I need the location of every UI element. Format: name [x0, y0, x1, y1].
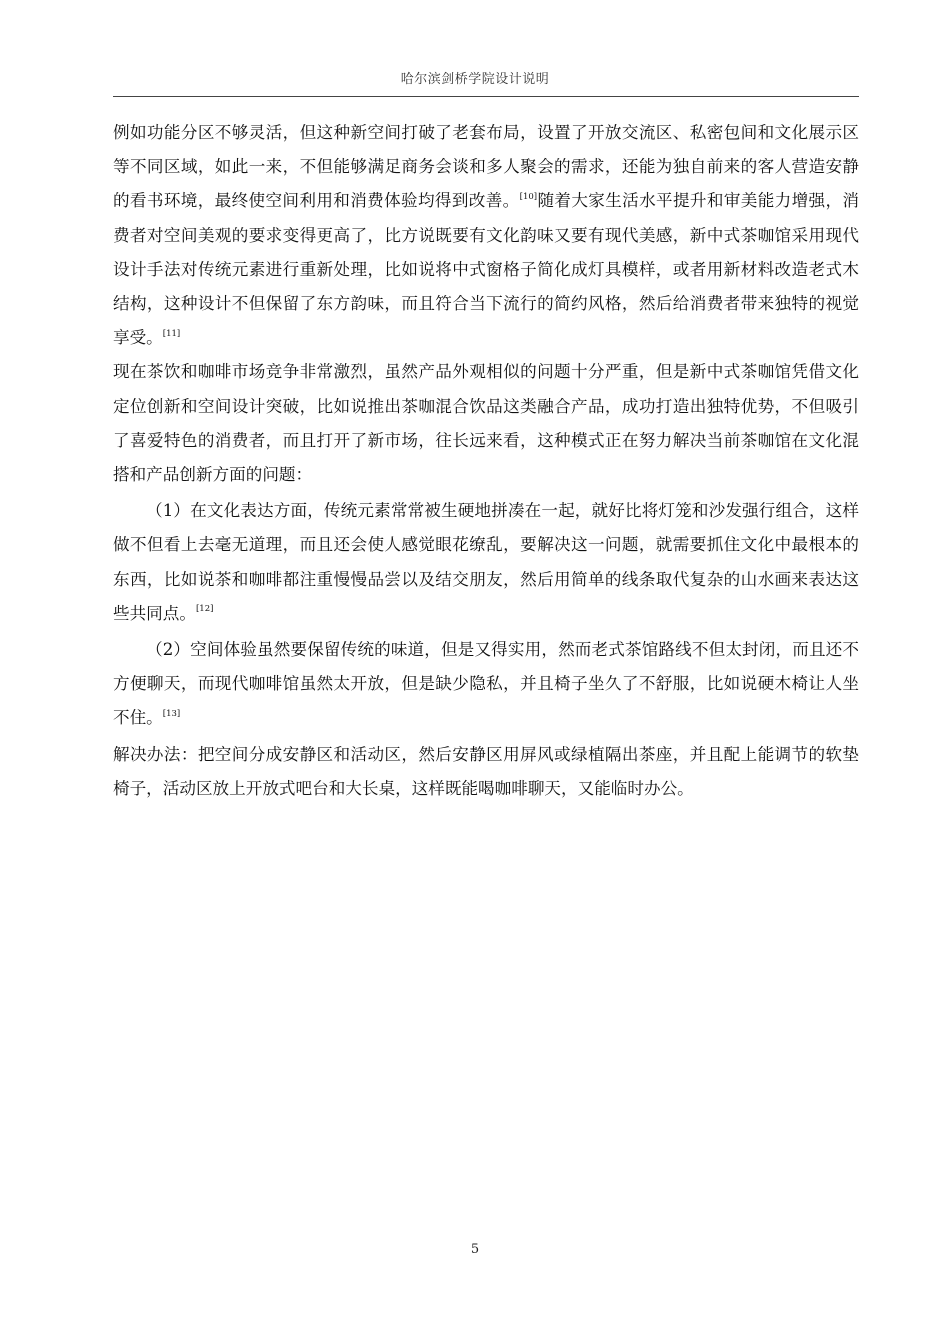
citation-11: [11]	[162, 328, 181, 339]
page-header-title: 哈尔滨剑桥学院设计说明	[400, 72, 550, 87]
citation-13: [13]	[162, 708, 181, 719]
paragraph-5-text: 解决办法：把空间分成安静区和活动区，然后安静区用屏风或绿植隔出茶座，并且配上能调节的软垫椅子，活动区放上开放式吧台和大长桌，这样既能喝咖啡聊天，又能临时办公。	[113, 744, 859, 798]
header-divider	[113, 96, 859, 97]
paragraph-3	[113, 494, 859, 631]
citation-12: [12]	[195, 604, 214, 615]
paragraph-2-text: 现在茶饮和咖啡市场竞争非常激烈，虽然产品外观相似的问题十分严重，但是新中式茶咖馆凭借文化定位创新和空间设计突破，比如说推出茶咖混合饮品这类融合产品，成功打造出独特优势，不但吸引了喜爱特色的消费者，而且打开了新市场，往长远来看，这种模式正在努力解决当前茶咖馆在文化混搭和产品创新方面的问题：	[113, 362, 859, 485]
paragraph-1-text-b: 随着大家生活水平提升和审美能力增强，消费者对空间美观的要求变得更高了，比方说既要有文化韵味又要有现代美感，新中式茶咖馆采用现代设计手法对传统元素进行重新处理，比如说将中式窗格子简化成灯具模样，或者用新材料改造老式木结构，这种设计不但保留了东方韵味，而且符合当下流行的简约风格，然后给消费者带来独特的视觉享受。	[113, 191, 860, 348]
document-body	[113, 116, 859, 806]
paragraph-1	[113, 116, 859, 355]
paragraph-2	[113, 355, 859, 492]
citation-10: [10]	[519, 191, 538, 202]
paragraph-3-text: （1）在文化表达方面，传统元素常常被生硬地拼凑在一起，就好比将灯笼和沙发强行组合，这样做不但看上去毫无道理，而且还会使人感觉眼花缭乱，要解决这一问题，就需要抓住文化中最根本的东西，比如说茶和咖啡都注重慢慢品尝以及结交朋友，然后用简单的线条取代复杂的山水画来表达这些共同点。	[113, 501, 859, 623]
paragraph-4	[113, 633, 859, 736]
paragraph-5	[113, 738, 859, 806]
paragraph-4-text: （2）空间体验虽然要保留传统的味道，但是又得实用，然而老式茶馆路线不但太封闭，而且还不方便聊天，而现代咖啡馆虽然太开放，但是缺少隐私，并且椅子坐久了不舒服，比如说硬木椅让人坐不住。	[113, 640, 859, 728]
paragraph-1-text-a: 例如功能分区不够灵活，但这种新空间打破了老套布局，设置了开放交流区、私密包间和文化展示区等不同区域，如此一来，不但能够满足商务会谈和多人聚会的需求，还能为独自前来的客人营造安静的看书环境，最终使空间利用和消费体验均得到改善。	[113, 123, 859, 211]
page-number: 5	[470, 1242, 480, 1257]
